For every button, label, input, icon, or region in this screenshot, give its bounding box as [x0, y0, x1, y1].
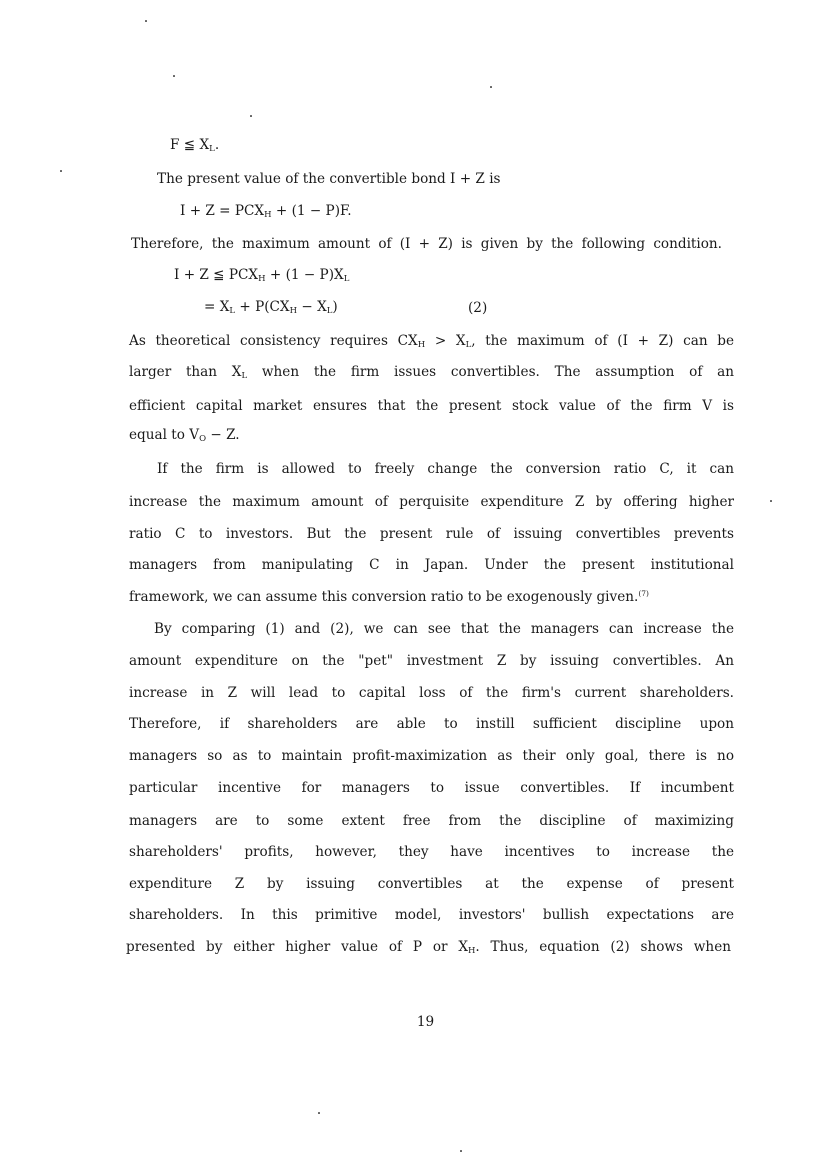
- body-line: ratio C to investors. But the present rule of issuing convertibles prevents: [129, 526, 734, 542]
- body-line: [126, 938, 731, 956]
- body-line: particular incentive for managers to issue convertibles. If incumbent: [129, 780, 734, 796]
- formula-text: .: [214, 137, 220, 153]
- scan-speck: [173, 75, 175, 77]
- formula-line: [204, 298, 338, 316]
- scan-speck: [490, 86, 492, 88]
- formula-line: [180, 202, 352, 220]
- scan-speck: [250, 115, 252, 117]
- formula-text: = X: [204, 299, 230, 315]
- subscript: L: [343, 274, 350, 284]
- formula-line: [174, 266, 349, 284]
- subscript: H: [258, 274, 266, 284]
- body-text: As theoretical consistency requires CX: [129, 333, 418, 349]
- formula-text: ): [332, 299, 338, 315]
- scan-speck: [145, 20, 147, 22]
- formula-text: I + Z = PCX: [180, 203, 265, 219]
- subscript: H: [468, 946, 476, 956]
- subscript: L: [229, 306, 236, 316]
- scan-speck: [460, 1150, 462, 1152]
- subscript: L: [209, 144, 215, 154]
- body-text: > X: [425, 333, 466, 349]
- subscript: H: [289, 306, 298, 316]
- body-text: − Z.: [206, 427, 240, 443]
- body-line: Therefore, the maximum amount of (I + Z) is given by the following condition.: [131, 236, 722, 252]
- body-line: managers are to some extent free from the discipline of maximizing: [129, 813, 734, 829]
- body-line: increase in Z will lead to capital loss of the firm's current shareholders.: [129, 685, 734, 701]
- body-text: larger than X: [129, 364, 242, 380]
- body-text: equal to V: [129, 427, 200, 443]
- body-line: Therefore, if shareholders are able to instill sufficient discipline upon: [129, 716, 734, 732]
- body-line: [129, 363, 734, 381]
- formula-text: − X: [297, 299, 327, 315]
- formula-line: [170, 136, 219, 154]
- subscript: L: [326, 306, 333, 316]
- body-line: The present value of the convertible bond I + Z is: [157, 171, 501, 187]
- formula-text: + (1 − P)F.: [271, 203, 352, 219]
- body-line: increase the maximum amount of perquisite expenditure Z by offering higher: [129, 494, 734, 510]
- body-line: By comparing (1) and (2), we can see that the managers can increase the: [154, 621, 734, 637]
- body-line: shareholders. In this primitive model, investors' bullish expectations are: [129, 907, 734, 923]
- body-text: presented by either higher value of P or X: [126, 939, 468, 955]
- scan-speck: [60, 170, 62, 172]
- formula-text: F ≦ X: [170, 137, 210, 153]
- body-line: managers from manipulating C in Japan. Under the present institutional: [129, 557, 734, 573]
- subscript: H: [417, 340, 426, 350]
- body-text: when the firm issues convertibles. The assumption of an: [247, 364, 734, 380]
- body-line: [129, 588, 649, 606]
- formula-text: + (1 − P)X: [265, 267, 344, 283]
- subscript: H: [264, 210, 272, 220]
- subscript: O: [199, 434, 207, 444]
- subscript: L: [465, 340, 472, 350]
- body-line: expenditure Z by issuing convertibles at the expense of present: [129, 876, 734, 892]
- body-text: . Thus, equation (2) shows when: [475, 939, 731, 955]
- body-line: If the firm is allowed to freely change the conversion ratio C, it can: [157, 461, 734, 477]
- body-text: framework, we can assume this conversion ratio to be exogenously given.: [129, 589, 639, 605]
- body-text: , the maximum of (I + Z) can be: [471, 333, 734, 349]
- body-line: managers so as to maintain profit-maximization as their only goal, there is no: [129, 748, 734, 764]
- scan-speck: [770, 500, 772, 502]
- equation-number: (2): [468, 300, 488, 316]
- formula-text: + P(CX: [235, 299, 290, 315]
- body-line: efficient capital market ensures that the present stock value of the firm V is: [129, 398, 734, 414]
- scan-speck: [318, 1112, 320, 1114]
- body-line: [129, 332, 734, 350]
- page-number: 19: [416, 1014, 435, 1030]
- body-line: [129, 426, 240, 444]
- footnote-marker: (7): [638, 589, 649, 598]
- body-line: amount expenditure on the "pet" investment Z by issuing convertibles. An: [129, 653, 734, 669]
- subscript: L: [241, 371, 248, 381]
- body-line: shareholders' profits, however, they have incentives to increase the: [129, 844, 734, 860]
- formula-text: I + Z ≦ PCX: [174, 267, 259, 283]
